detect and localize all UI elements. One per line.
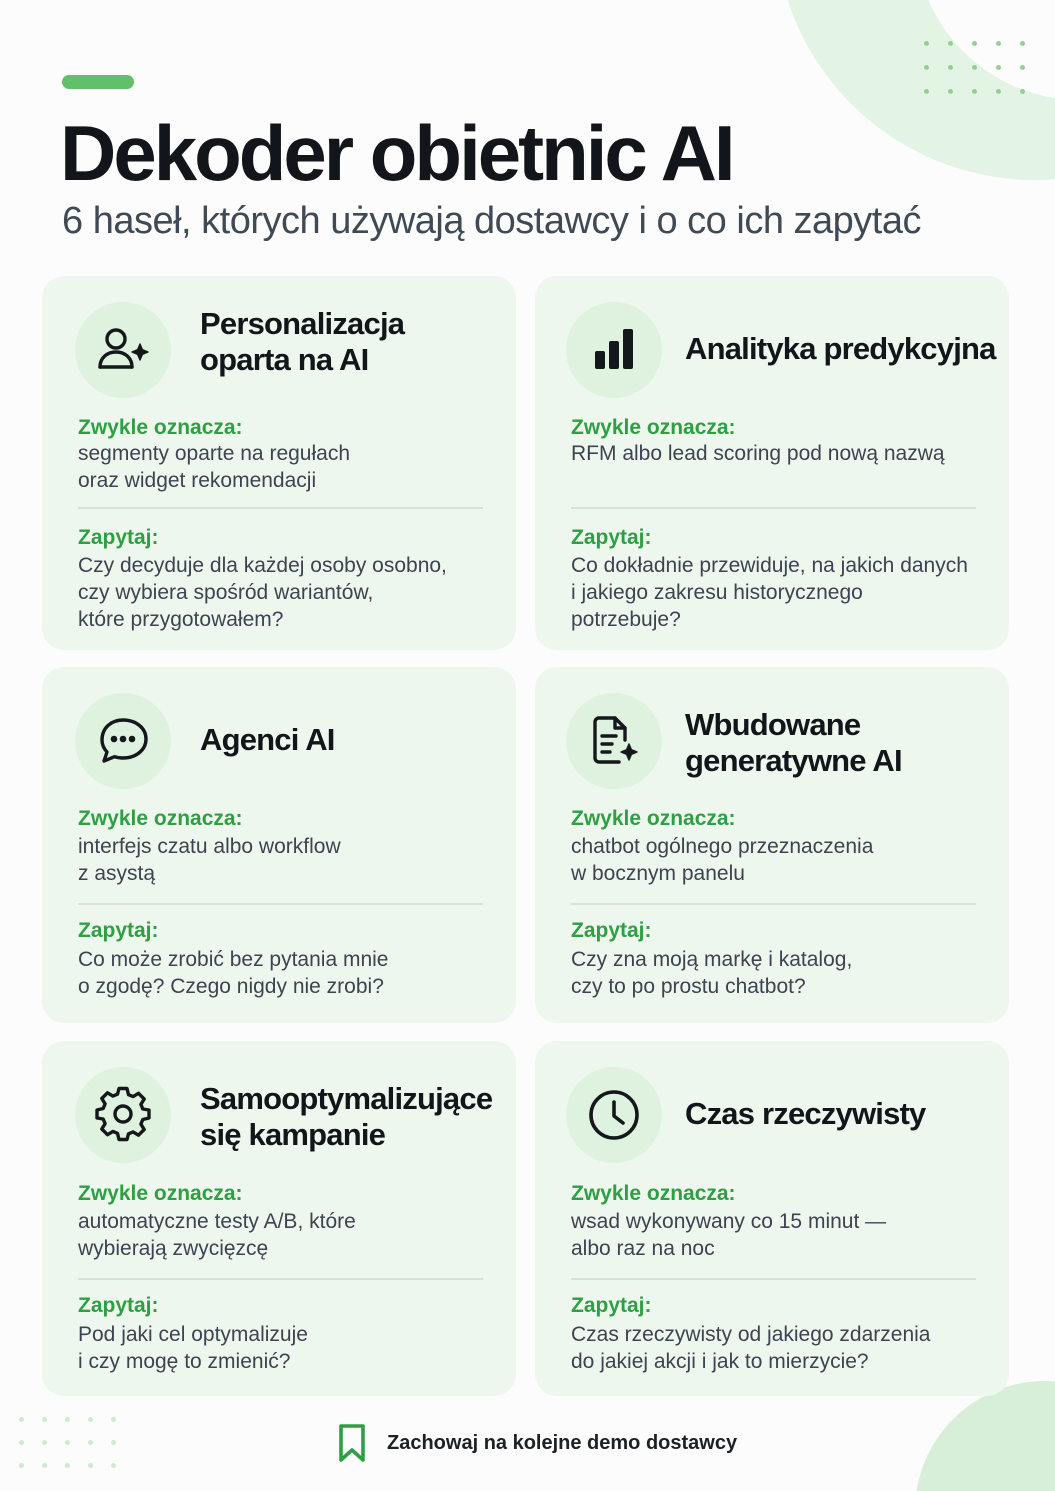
card-title: Personalizacja oparta na AI — [200, 306, 405, 377]
means-label: Zwykle oznacza: — [78, 807, 243, 830]
footer-save-note — [337, 1423, 737, 1463]
ask-text: Czy decyduje dla każdej osoby osobno, czy wybiera spośród wariantów, które przygotowałem? — [78, 554, 447, 631]
gear-icon — [75, 1067, 171, 1163]
means-text: wsad wykonywany co 15 minut — albo raz na noc — [571, 1210, 887, 1260]
divider — [78, 507, 483, 509]
means-text: interfejs czatu albo workflow z asystą — [78, 835, 341, 885]
decorative-dots-bottom — [19, 1417, 116, 1468]
divider — [78, 903, 483, 905]
card-czas-rzeczywisty — [535, 1041, 1009, 1396]
means-text: RFM albo lead scoring pod nową nazwą — [571, 442, 945, 465]
card-analityka — [535, 276, 1009, 650]
means-label: Zwykle oznacza: — [571, 416, 736, 439]
card-agenci — [42, 667, 516, 1023]
ask-label: Zapytaj: — [571, 526, 652, 549]
ask-label: Zapytaj: — [571, 1294, 652, 1317]
page-title: Dekoder obietnic AI — [60, 109, 733, 197]
means-label: Zwykle oznacza: — [78, 416, 243, 439]
means-label: Zwykle oznacza: — [571, 807, 736, 830]
clock-icon — [566, 1067, 662, 1163]
means-text: automatyczne testy A/B, które wybierają zwycięzcę — [78, 1210, 356, 1260]
ask-text: Pod jaki cel optymalizuje i czy mogę to zmienić? — [78, 1323, 308, 1373]
ask-text: Co dokładnie przewiduje, na jakich danych i jakiego zakresu historycznego potrzebuje? — [571, 554, 968, 631]
chat-bubble-icon — [75, 693, 171, 789]
ask-label: Zapytaj: — [78, 919, 159, 942]
user-sparkle-icon — [75, 302, 171, 398]
page-subtitle: 6 haseł, których używają dostawcy i o co ich zapytać — [62, 200, 921, 242]
card-title: Czas rzeczywisty — [685, 1096, 926, 1131]
means-text: segmenty oparte na regułach oraz widget rekomendacji — [78, 442, 351, 492]
ask-text: Czas rzeczywisty od jakiego zdarzenia do jakiej akcji i jak to mierzycie? — [571, 1323, 931, 1373]
card-title: Wbudowane generatywne AI — [685, 707, 902, 778]
footer-text: Zachowaj na kolejne demo dostawcy — [387, 1431, 738, 1454]
ask-text: Co może zrobić bez pytania mnie o zgodę? Czego nigdy nie zrobi? — [78, 948, 389, 998]
decorative-circle-bottom — [915, 1381, 1055, 1491]
bookmark-icon — [337, 1423, 367, 1463]
divider — [571, 507, 976, 509]
ask-text: Czy zna moją markę i katalog, czy to po prostu chatbot? — [571, 948, 853, 998]
card-personalizacja — [42, 276, 516, 650]
document-sparkle-icon — [566, 693, 662, 789]
means-label: Zwykle oznacza: — [571, 1182, 736, 1205]
decorative-dots-top — [924, 41, 1025, 94]
means-text: chatbot ogólnego przeznaczenia w bocznym panelu — [571, 835, 874, 885]
means-label: Zwykle oznacza: — [78, 1182, 243, 1205]
card-title: Agenci AI — [200, 722, 335, 757]
ask-label: Zapytaj: — [571, 919, 652, 942]
divider — [571, 903, 976, 905]
card-generatywne — [535, 667, 1009, 1023]
ask-label: Zapytaj: — [78, 1294, 159, 1317]
card-title: Samooptymalizujące się kampanie — [200, 1081, 493, 1152]
bar-chart-icon — [566, 302, 662, 398]
ask-label: Zapytaj: — [78, 526, 159, 549]
card-samooptymalizujace — [42, 1041, 516, 1396]
card-title: Analityka predykcyjna — [685, 331, 996, 366]
divider — [78, 1278, 483, 1280]
divider — [571, 1278, 976, 1280]
header-accent-bar — [62, 75, 134, 89]
